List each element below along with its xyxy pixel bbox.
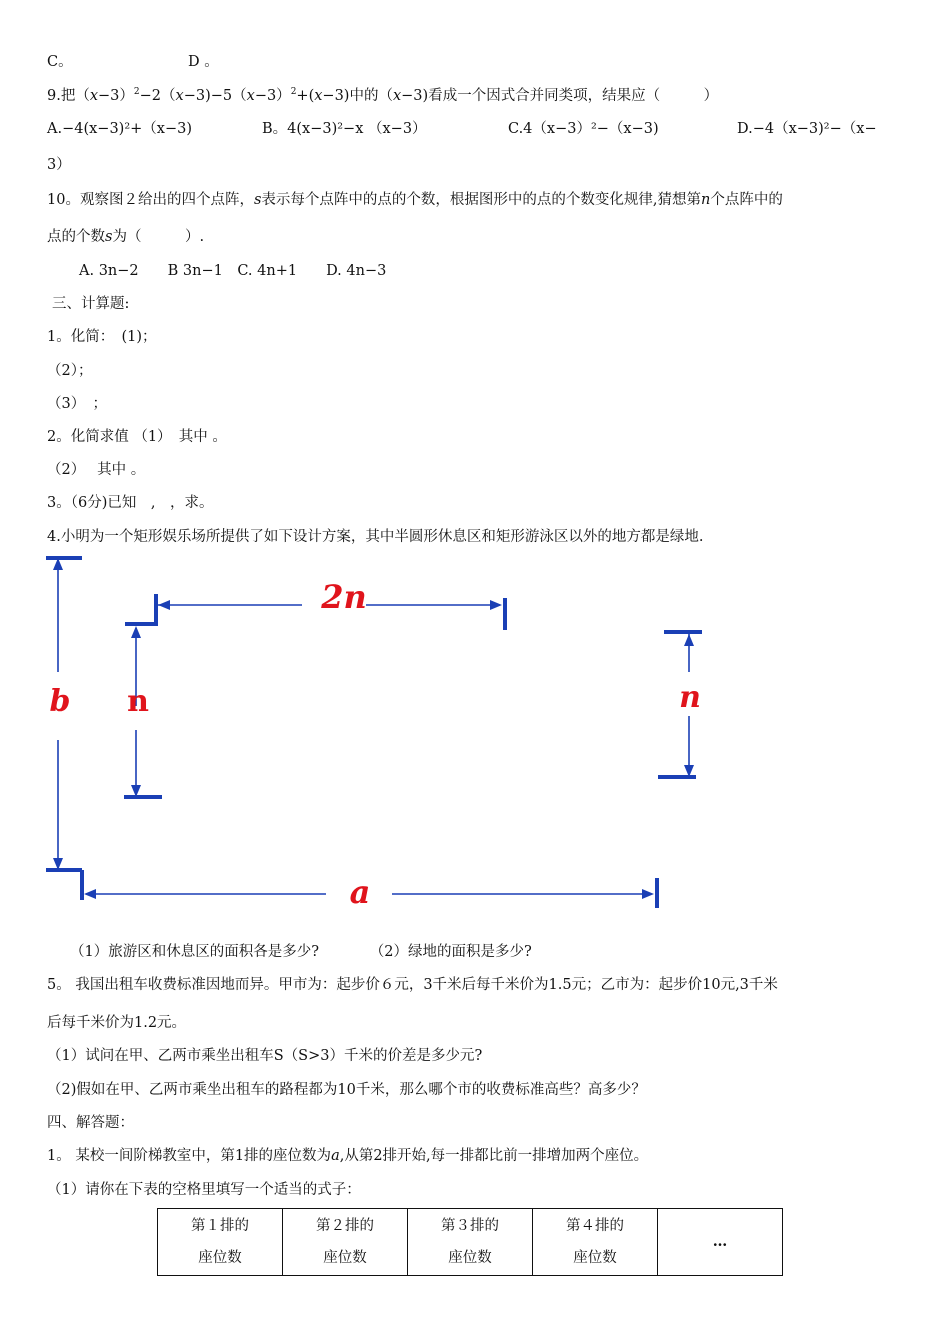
calc-5-q1: （1）试问在甲、乙两市乘坐出租车S（S>3）千米的价差是多少元? (47, 1048, 483, 1064)
n-right-up-arrow (684, 634, 694, 646)
q9-option-d-tail: 3） (47, 157, 71, 173)
option-c: C。 (47, 54, 73, 70)
2n-left-arrow (158, 600, 170, 610)
table-cell-row1: 第１排的 座位数 (158, 1209, 283, 1276)
calc-3: 3。（6分)已知 , ，求。 (47, 495, 214, 511)
section-4-title: 四、解答题： (47, 1115, 134, 1131)
table-cell-row4: 第４排的 座位数 (533, 1209, 658, 1276)
a-left-arrow (84, 889, 96, 899)
calc-5-q2: （2)假如在甲、乙两市乘坐出租车的路程都为10千米，那么哪个市的收费标准高些？高多少？ (47, 1082, 646, 1098)
calc-1-2: （2）； (47, 363, 93, 379)
option-c-line (47, 52, 73, 72)
question-10-cont: 点的个数s为（ ）. (47, 229, 205, 245)
calc-1-3: （3） ； (47, 396, 107, 412)
calc-2-2: （2） 其中 。 (47, 462, 146, 478)
calc-1: 1。化简： (1)； (47, 329, 157, 345)
2n-right-arrow (490, 600, 502, 610)
q10-options: A. 3n−2 B 3n−1 C. 4n+1 D. 4n−3 (79, 263, 387, 279)
section-3-title: 三、计算题: (52, 296, 130, 312)
design-diagram (0, 548, 950, 918)
a-right-arrow (642, 889, 654, 899)
option-d: D 。 (188, 54, 219, 70)
calc-2: 2。化简求值 （1） 其中 。 (47, 429, 227, 445)
q9-option-d: D.−4（x−3)²−（x− (737, 121, 877, 137)
seat-table (157, 1208, 783, 1276)
q9-option-b: B。4(x−3)²−x （x−3） (262, 121, 427, 137)
table-row (158, 1209, 783, 1276)
table-cell-row3: 第３排的 座位数 (408, 1209, 533, 1276)
q9-option-c: C.4（x−3）²−（x−3) (508, 121, 659, 137)
table-cell-ellipsis: … (658, 1209, 783, 1276)
question-10: 10。观察图２给出的四个点阵，s表示每个点阵中的点的个数，根据图形中的点的个数变化规律,猜想第n个点阵中的 (47, 192, 783, 208)
q9-option-a: A.−4(x−3)²+（x−3) (47, 121, 192, 137)
question-9: 9.把$(x-3)^2-2(x-3)-5(x-3)^2+(x-3)$中的（x−3)看成一个因式合并同类项，结果应（ ） (47, 87, 719, 104)
answer-1: 1。 某校一间阶梯教室中，第1排的座位数为a,从第2排开始,每一排都比前一排增加两个座位。 (47, 1148, 649, 1164)
calc-4: 4.小明为一个矩形娱乐场所提供了如下设计方案，其中半圆形休息区和矩形游泳区以外的地方都是绿地. (47, 529, 704, 545)
label-n-right: n (679, 680, 701, 715)
label-b: b (49, 684, 71, 719)
calc-5-cont: 后每千米价为1.2元。 (47, 1015, 187, 1031)
answer-1-q1: （1）请你在下表的空格里填写一个适当的式子： (47, 1182, 361, 1198)
table-cell-row2: 第２排的 座位数 (283, 1209, 408, 1276)
label-2n: 2n (321, 578, 367, 616)
n-left-up-arrow (131, 626, 141, 638)
label-a: a (349, 873, 371, 911)
calc-5: 5。 我国出租车收费标准因地而异。甲市为：起步价６元，3千米后每千米价为1.5元；乙市为：起步价10元,3千米 (47, 977, 778, 993)
label-n-left: n (127, 684, 149, 719)
calc-4-questions: （1）旅游区和休息区的面积各是多少? （2）绿地的面积是多少? (70, 944, 532, 960)
